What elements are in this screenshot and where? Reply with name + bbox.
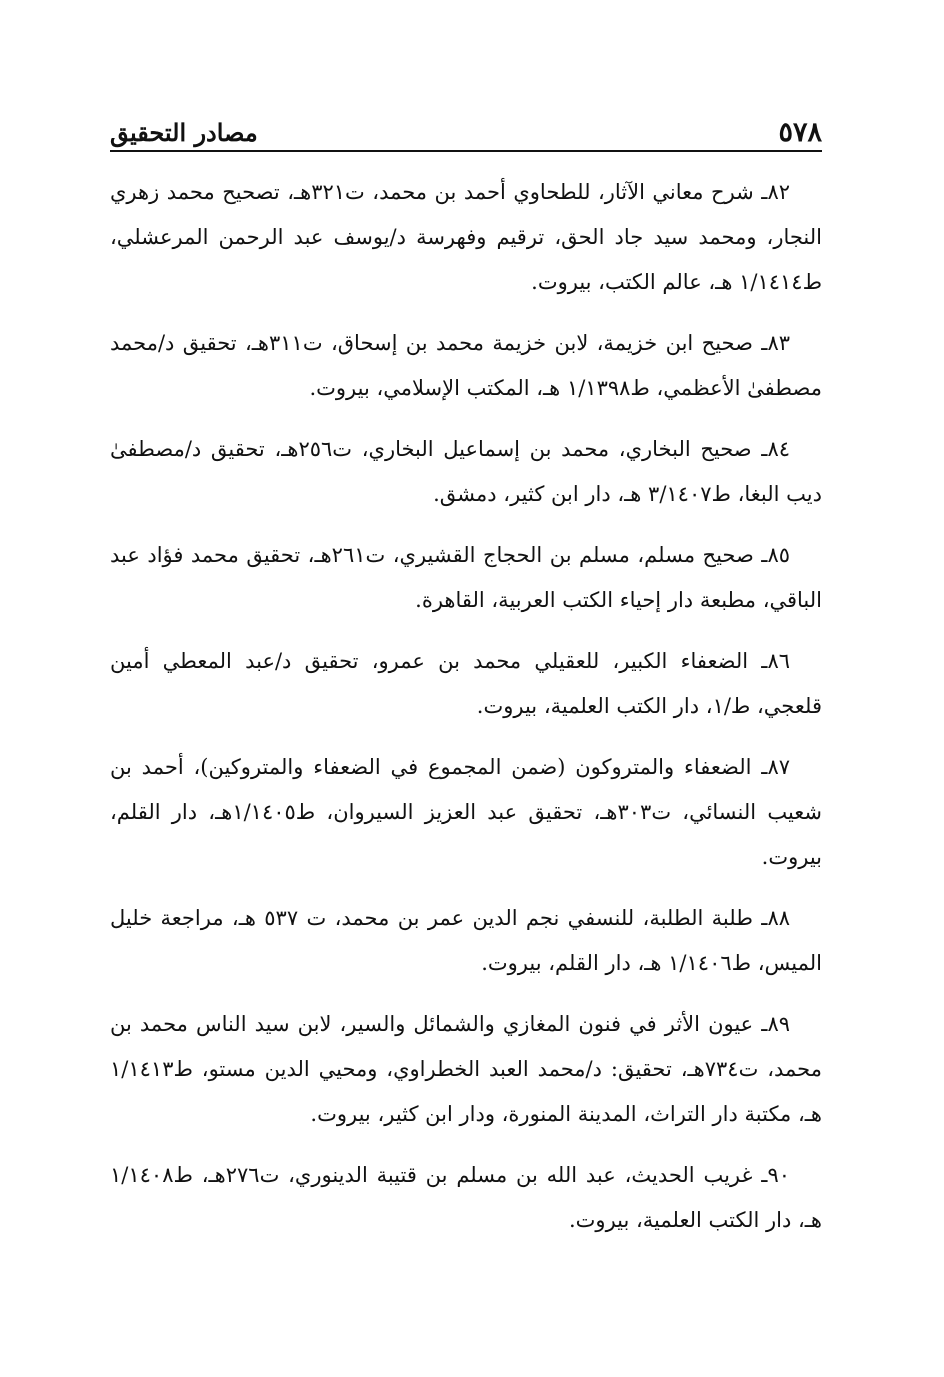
bibliography-list [110, 170, 822, 1259]
bibliography-entry-90: ٩٠ـ غريب الحديث، عبد الله بن مسلم بن قتيبة الدينوري، ت٢٧٦هـ، ط١/١٤٠٨ هـ، دار الكتب العلمية، بيروت. [110, 1163, 822, 1232]
running-title: مصادر التحقيق [110, 118, 258, 147]
page-header [110, 108, 822, 150]
header-divider [110, 150, 822, 152]
bibliography-entry-85: ٨٥ـ صحيح مسلم، مسلم بن الحجاج القشيري، ت٢٦١هـ، تحقيق محمد فؤاد عبد الباقي، مطبعة دار إحياء الكتب العربية، القاهرة. [110, 543, 822, 612]
page-number: ٥٧٨ [778, 117, 822, 148]
bibliography-entry-82: ٨٢ـ شرح معاني الآثار، للطحاوي أحمد بن محمد، ت٣٢١هـ، تصحيح محمد زهري النجار، ومحمد سيد جاد الحق، ترقيم وفهرسة د/يوسف عبد الرحمن المرعشلي، ط١/١٤١٤ هـ، عالم الكتب، بيروت. [110, 180, 822, 294]
bibliography-entry-83: ٨٣ـ صحيح ابن خزيمة، لابن خزيمة محمد بن إسحاق، ت٣١١هـ، تحقيق د/محمد مصطفىٰ الأعظمي، ط١/١٣٩٨ هـ، المكتب الإسلامي، بيروت. [110, 331, 822, 400]
bibliography-entry-84: ٨٤ـ صحيح البخاري، محمد بن إسماعيل البخاري، ت٢٥٦هـ، تحقيق د/مصطفىٰ ديب البغا، ط٣/١٤٠٧ هـ، دار ابن كثير، دمشق. [110, 437, 822, 506]
bibliography-entry-89: ٨٩ـ عيون الأثر في فنون المغازي والشمائل والسير، لابن سيد الناس محمد بن محمد، ت٧٣٤هـ، تحقيق: د/محمد العبد الخطراوي، ومحيي الدين مستو، ط١/١٤١٣ هـ، مكتبة دار التراث، المدينة المنورة، ودار ابن كثير، بيروت. [110, 1012, 822, 1126]
bibliography-entry-87: ٨٧ـ الضعفاء والمتروكون (ضمن المجموع في الضعفاء والمتروكين)، أحمد بن شعيب النسائي، ت٣٠٣هـ، تحقيق عبد العزيز السيروان، ط١/١٤٠٥هـ، دار القلم، بيروت. [110, 755, 823, 869]
bibliography-entry-86: ٨٦ـ الضعفاء الكبير، للعقيلي محمد بن عمرو، تحقيق د/عبد المعطي أمين قلعجي، ط/١، دار الكتب العلمية، بيروت. [110, 649, 822, 718]
bibliography-entry-88: ٨٨ـ طلبة الطلبة، للنسفي نجم الدين عمر بن محمد، ت ٥٣٧ هـ، مراجعة خليل الميس، ط١/١٤٠٦ هـ، دار القلم، بيروت. [110, 906, 822, 975]
